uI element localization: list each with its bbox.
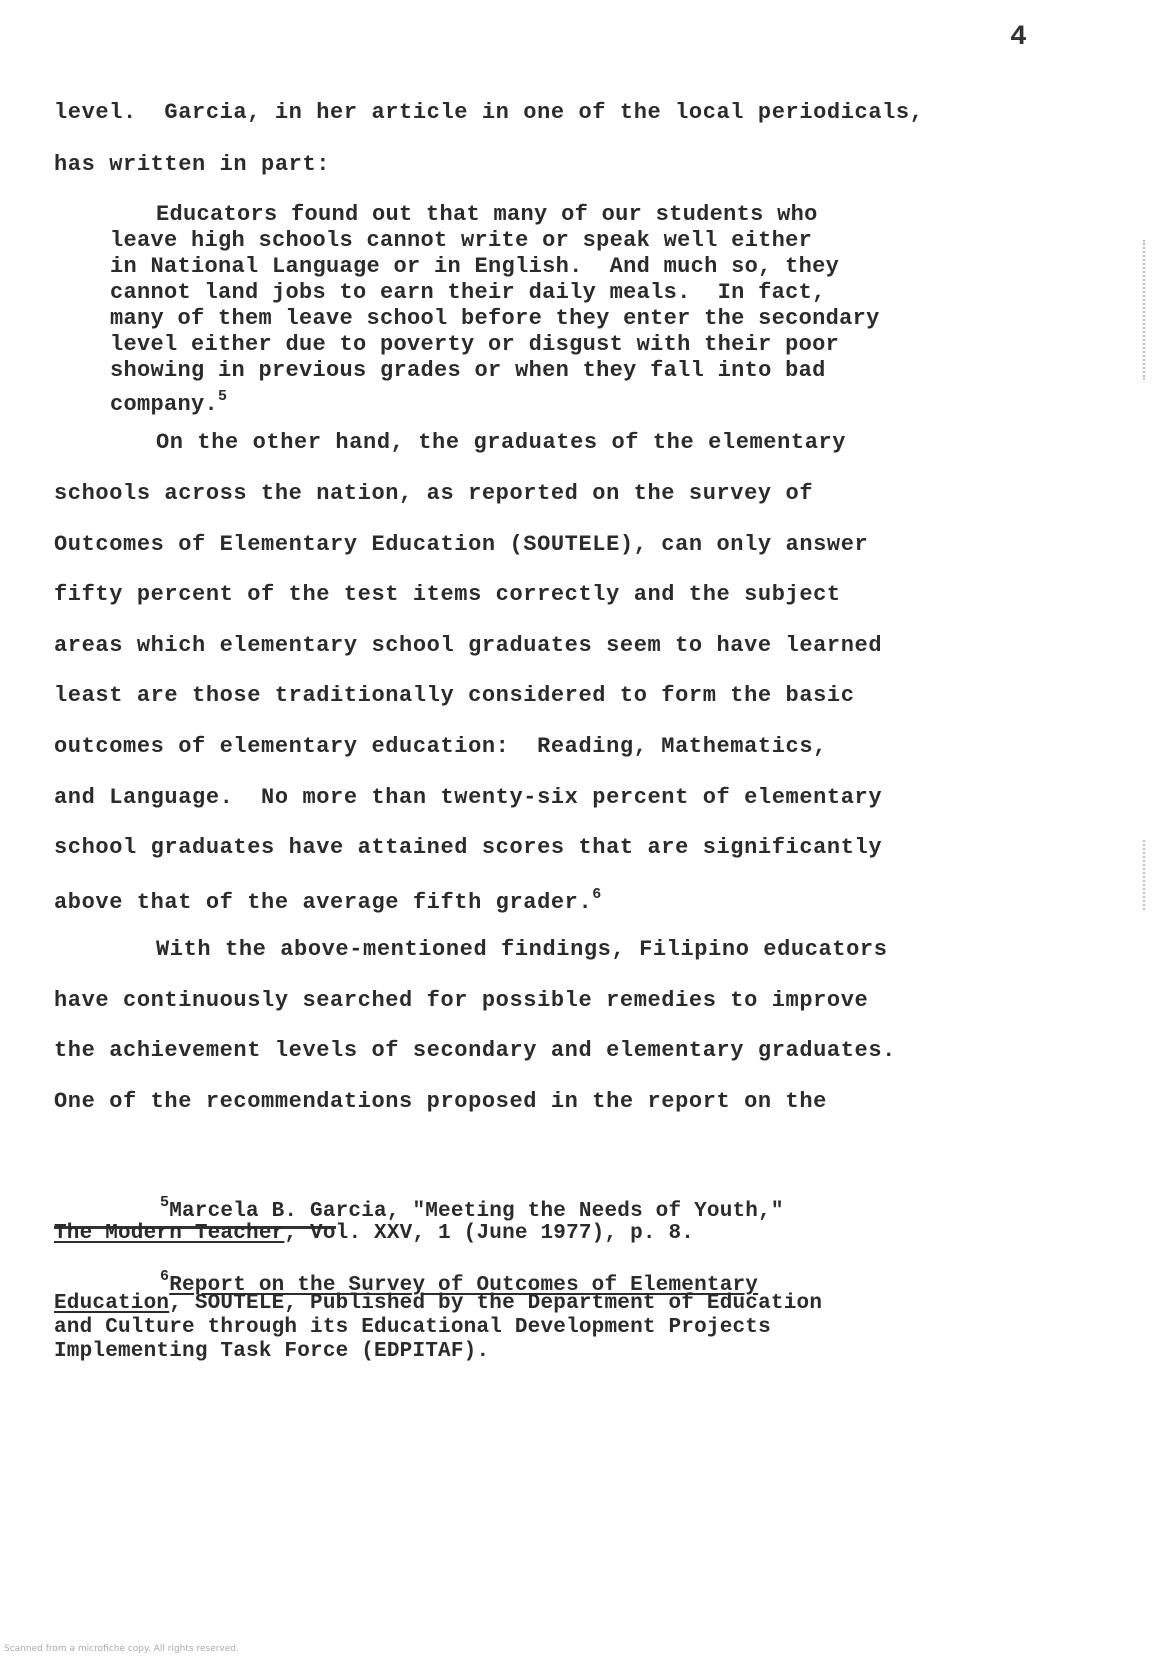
body-line: has written in part: xyxy=(54,152,331,177)
body-line: fifty percent of the test items correctly and the subject xyxy=(54,582,841,607)
footnote-ref-5: 5 xyxy=(218,388,228,405)
body-line: schools across the nation, as reported on the survey of xyxy=(54,481,814,506)
journal-title: The Modern Teacher xyxy=(54,1222,285,1245)
body-line: On the other hand, the graduates of the elementary xyxy=(156,430,847,455)
footnote-text: , SOUTELE, Published by the Department of Education xyxy=(169,1292,823,1315)
body-line: One of the recommendations proposed in the report on the xyxy=(54,1089,827,1114)
body-line xyxy=(54,886,602,915)
report-title: Report on the Survey of Outcomes of Elementary xyxy=(169,1274,759,1297)
quote-line: Educators found out that many of our students who xyxy=(156,202,818,227)
footnote-text: , Vol. XXV, 1 (June 1977), p. 8. xyxy=(284,1222,695,1245)
quote-line: showing in previous grades or when they fall into bad xyxy=(110,358,826,383)
body-line: have continuously searched for possible remedies to improve xyxy=(54,988,869,1013)
quote-line: leave high schools cannot write or speak well either xyxy=(110,228,813,253)
body-line: the achievement levels of secondary and elementary graduates. xyxy=(54,1038,896,1063)
scan-stamp: Scanned from a microfiche copy. All rights reserved. xyxy=(4,1644,239,1654)
body-text: above that of the average fifth grader. xyxy=(54,890,593,915)
scan-artifact xyxy=(1143,240,1147,380)
footnote-mark: 5 xyxy=(160,1194,170,1211)
body-line: and Language. No more than twenty-six percent of elementary xyxy=(54,785,883,810)
quote-text: company. xyxy=(110,392,219,417)
body-line: Outcomes of Elementary Education (SOUTELE), can only answer xyxy=(54,532,869,557)
quote-line: cannot land jobs to earn their daily meals. In fact, xyxy=(110,280,826,305)
quote-line: in National Language or in English. And much so, they xyxy=(110,254,840,279)
quote-line: many of them leave school before they enter the secondary xyxy=(110,306,880,331)
quote-line xyxy=(110,384,227,418)
page-number: 4 xyxy=(1010,22,1027,53)
body-line: With the above-mentioned findings, Filipino educators xyxy=(156,937,888,962)
scan-artifact xyxy=(1143,840,1147,910)
footnote-text: Marcela B. Garcia, "Meeting the Needs of Youth," xyxy=(169,1200,784,1223)
body-line: level. Garcia, in her article in one of the local periodicals, xyxy=(54,100,924,125)
report-title: Education xyxy=(54,1292,170,1315)
footnote-5 xyxy=(160,1194,784,1223)
footnote-6-line xyxy=(54,1292,822,1315)
body-line: school graduates have attained scores that are significantly xyxy=(54,835,883,860)
body-line: least are those traditionally considered to form the basic xyxy=(54,683,855,708)
footnote-6-line: Implementing Task Force (EDPITAF). xyxy=(54,1340,490,1363)
footnote-mark: 6 xyxy=(160,1268,170,1285)
footnote-6-line: and Culture through its Educational Development Projects xyxy=(54,1316,771,1339)
footnote-5-line xyxy=(54,1222,694,1245)
footnote-ref-6: 6 xyxy=(592,886,602,903)
body-line: outcomes of elementary education: Reading, Mathematics, xyxy=(54,734,827,759)
body-line: areas which elementary school graduates seem to have learned xyxy=(54,633,883,658)
quote-line: level either due to poverty or disgust with their poor xyxy=(110,332,840,357)
